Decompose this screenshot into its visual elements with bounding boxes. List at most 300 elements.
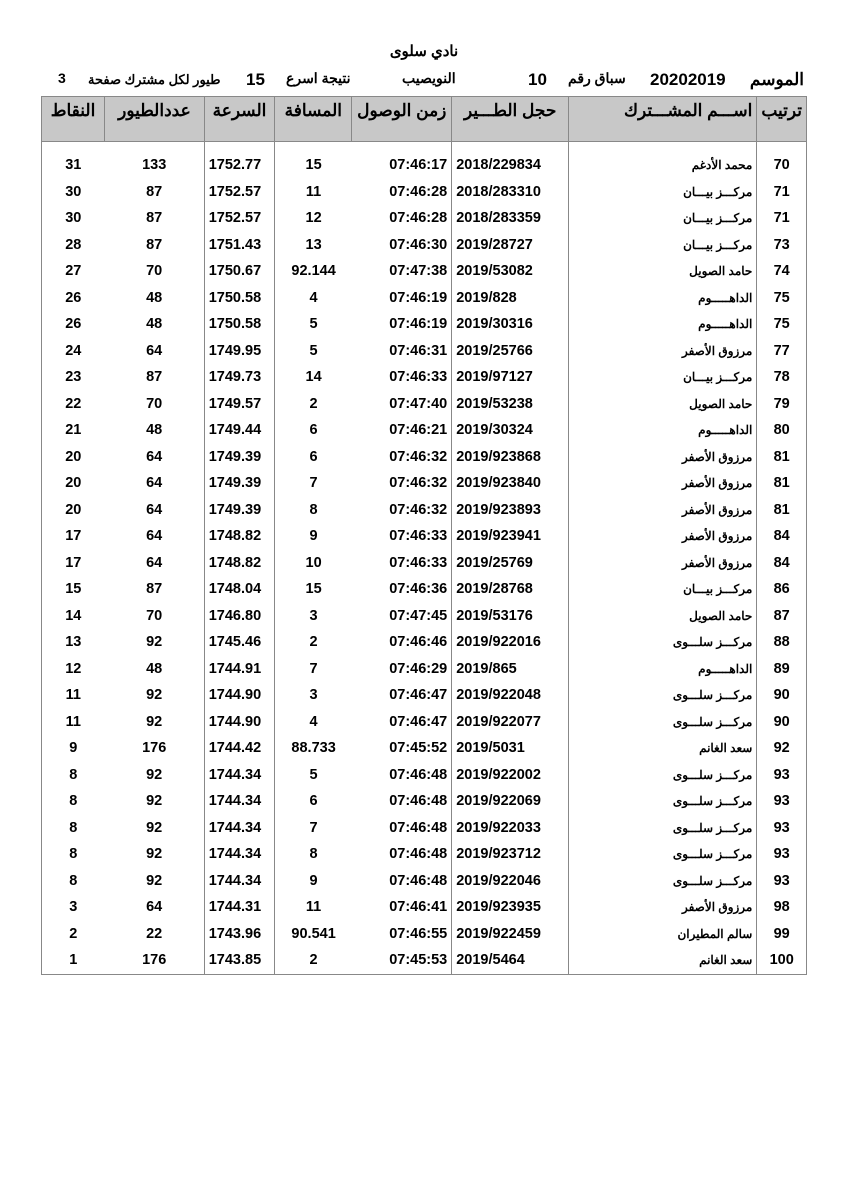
- cell-points: 1: [69, 952, 78, 969]
- cell-rank: 81: [757, 444, 807, 471]
- cell-points: 15: [65, 581, 82, 598]
- cell-rank: 80: [757, 417, 807, 444]
- cell-member: مرزوق الأصفر: [569, 550, 757, 577]
- cell-points: 30: [65, 210, 82, 227]
- cell-speed: 1749.73: [204, 364, 275, 391]
- cell-member: الداهـــــوم: [569, 285, 757, 312]
- cell-speed: 1743.85: [204, 947, 275, 974]
- cell-birds: 70: [146, 263, 163, 280]
- cell-member: الداهـــــوم: [569, 311, 757, 338]
- cell-rank: 73: [757, 232, 807, 259]
- cell-ring: 2019/97127: [452, 364, 569, 391]
- table-row: [42, 603, 807, 630]
- cell-ring: 2019/30324: [452, 417, 569, 444]
- cell-points: 13: [65, 634, 82, 651]
- cell-arrival: 07:46:48: [389, 793, 448, 810]
- table-row: [42, 444, 807, 471]
- cell-member: مركـــز بيـــان: [569, 179, 757, 206]
- cell-birds: 87: [146, 581, 163, 598]
- cell-rank: 100: [757, 947, 807, 974]
- cell-points: 9: [69, 740, 78, 757]
- race-label: سباق رقم: [568, 70, 626, 86]
- table-row: [42, 762, 807, 789]
- cell-points: 28: [65, 236, 82, 253]
- cell-arrival: 07:46:32: [389, 448, 448, 465]
- cell-member: الداهـــــوم: [569, 656, 757, 683]
- cell-arrival: 07:46:28: [389, 183, 448, 200]
- cell-points: 20: [65, 501, 82, 518]
- table-row: [42, 285, 807, 312]
- cell-member: مرزوق الأصفر: [569, 338, 757, 365]
- cell-birds: 22: [146, 925, 163, 942]
- cell-arrival: 07:46:32: [389, 501, 448, 518]
- cell-rank: 78: [757, 364, 807, 391]
- cell-member: مركـــز سلـــوى: [569, 788, 757, 815]
- cell-speed: 1749.57: [204, 391, 275, 418]
- cell-distance: 14: [305, 369, 322, 386]
- cell-distance: 15: [305, 157, 322, 174]
- cell-rank: 71: [757, 179, 807, 206]
- cell-speed: 1744.91: [204, 656, 275, 683]
- cell-ring: 2019/53082: [452, 258, 569, 285]
- cell-points: 3: [69, 899, 78, 916]
- cell-distance: 3: [309, 687, 318, 704]
- cell-distance: 6: [309, 448, 318, 465]
- cell-rank: 98: [757, 894, 807, 921]
- fastest-label: نتيجة اسرع: [286, 70, 351, 86]
- table-row: [42, 947, 807, 974]
- cell-distance: 11: [305, 899, 322, 916]
- table-row: [42, 470, 807, 497]
- cell-arrival: 07:46:21: [389, 422, 448, 439]
- cell-birds: 92: [146, 819, 163, 836]
- table-row: [42, 338, 807, 365]
- table-row: [42, 391, 807, 418]
- results-table: [41, 96, 807, 975]
- cell-distance: 88.733: [291, 740, 336, 757]
- cell-arrival: 07:46:17: [389, 157, 448, 174]
- table-row: [42, 258, 807, 285]
- cell-speed: 1744.34: [204, 788, 275, 815]
- cell-member: مركـــز سلـــوى: [569, 868, 757, 895]
- cell-birds: 70: [146, 607, 163, 624]
- cell-speed: 1750.58: [204, 285, 275, 312]
- table-row: [42, 550, 807, 577]
- cell-rank: 88: [757, 629, 807, 656]
- cell-arrival: 07:47:40: [389, 395, 448, 412]
- cell-speed: 1752.57: [204, 179, 275, 206]
- cell-points: 23: [65, 369, 82, 386]
- cell-speed: 1752.77: [204, 142, 275, 179]
- cell-ring: 2019/30316: [452, 311, 569, 338]
- cell-ring: 2018/283359: [452, 205, 569, 232]
- cell-birds: 87: [146, 210, 163, 227]
- cell-speed: 1744.42: [204, 735, 275, 762]
- cell-distance: 15: [305, 581, 322, 598]
- table-row: [42, 523, 807, 550]
- cell-arrival: 07:46:30: [389, 236, 448, 253]
- cell-arrival: 07:46:19: [389, 316, 448, 333]
- cell-points: 8: [69, 819, 78, 836]
- cell-birds: 48: [146, 316, 163, 333]
- cell-arrival: 07:46:55: [389, 925, 448, 942]
- cell-arrival: 07:46:32: [389, 475, 448, 492]
- cell-member: مرزوق الأصفر: [569, 497, 757, 524]
- cell-rank: 93: [757, 788, 807, 815]
- table-row: [42, 311, 807, 338]
- cell-arrival: 07:46:41: [389, 899, 448, 916]
- cell-birds: 92: [146, 846, 163, 863]
- cell-distance: 4: [309, 713, 318, 730]
- table-row: [42, 142, 807, 179]
- cell-arrival: 07:46:48: [389, 766, 448, 783]
- cell-distance: 11: [305, 183, 322, 200]
- cell-distance: 13: [305, 236, 322, 253]
- cell-birds: 48: [146, 289, 163, 306]
- cell-speed: 1744.31: [204, 894, 275, 921]
- results-body: [42, 142, 807, 975]
- cell-member: مركـــز سلـــوى: [569, 762, 757, 789]
- cell-distance: 6: [309, 793, 318, 810]
- cell-arrival: 07:46:47: [389, 713, 448, 730]
- cell-member: مرزوق الأصفر: [569, 444, 757, 471]
- table-row: [42, 576, 807, 603]
- cell-points: 17: [65, 554, 82, 571]
- cell-birds: 87: [146, 369, 163, 386]
- cell-points: 26: [65, 289, 82, 306]
- cell-birds: 92: [146, 713, 163, 730]
- race-name: النويصيب: [402, 70, 456, 86]
- cell-points: 21: [65, 422, 82, 439]
- table-row: [42, 364, 807, 391]
- cell-member: مرزوق الأصفر: [569, 470, 757, 497]
- cell-speed: 1750.58: [204, 311, 275, 338]
- cell-birds: 87: [146, 236, 163, 253]
- cell-ring: 2019/922048: [452, 682, 569, 709]
- cell-speed: 1744.90: [204, 709, 275, 736]
- cell-rank: 89: [757, 656, 807, 683]
- cell-arrival: 07:47:45: [389, 607, 448, 624]
- cell-distance: 6: [309, 422, 318, 439]
- cell-distance: 90.541: [291, 925, 336, 942]
- cell-distance: 7: [309, 819, 318, 836]
- cell-ring: 2018/283310: [452, 179, 569, 206]
- table-row: [42, 841, 807, 868]
- cell-speed: 1744.34: [204, 868, 275, 895]
- fastest-count: 15: [246, 70, 265, 89]
- cell-points: 27: [65, 263, 82, 280]
- cell-points: 11: [65, 713, 81, 730]
- cell-ring: 2019/923712: [452, 841, 569, 868]
- cell-distance: 5: [309, 316, 318, 333]
- table-row: [42, 894, 807, 921]
- table-row: [42, 868, 807, 895]
- cell-points: 26: [65, 316, 82, 333]
- cell-points: 31: [65, 157, 82, 174]
- cell-distance: 4: [309, 289, 318, 306]
- cell-arrival: 07:46:47: [389, 687, 448, 704]
- cell-birds: 64: [146, 475, 163, 492]
- cell-ring: 2019/922046: [452, 868, 569, 895]
- cell-birds: 64: [146, 528, 163, 545]
- cell-member: مركـــز سلـــوى: [569, 629, 757, 656]
- cell-points: 11: [65, 687, 81, 704]
- table-row: [42, 815, 807, 842]
- cell-member: سعد الغانم: [569, 947, 757, 974]
- cell-rank: 81: [757, 497, 807, 524]
- cell-arrival: 07:46:36: [389, 581, 448, 598]
- cell-rank: 87: [757, 603, 807, 630]
- cell-distance: 5: [309, 766, 318, 783]
- cell-member: محمد الأدغم: [569, 142, 757, 179]
- table-row: [42, 656, 807, 683]
- cell-points: 8: [69, 872, 78, 889]
- cell-rank: 70: [757, 142, 807, 179]
- cell-ring: 2019/25766: [452, 338, 569, 365]
- table-row: [42, 788, 807, 815]
- cell-member: مركـــز بيـــان: [569, 232, 757, 259]
- race-number: 10: [528, 70, 547, 89]
- cell-member: حامد الصويل: [569, 391, 757, 418]
- cell-points: 12: [65, 660, 82, 677]
- cell-speed: 1749.95: [204, 338, 275, 365]
- per-member-label: طيور لكل مشترك صفحة: [88, 72, 221, 87]
- cell-speed: 1749.44: [204, 417, 275, 444]
- cell-speed: 1748.82: [204, 550, 275, 577]
- cell-birds: 64: [146, 554, 163, 571]
- cell-points: 14: [65, 607, 82, 624]
- cell-rank: 79: [757, 391, 807, 418]
- cell-ring: 2019/922077: [452, 709, 569, 736]
- cell-distance: 5: [309, 342, 318, 359]
- cell-member: مركـــز بيـــان: [569, 205, 757, 232]
- cell-rank: 84: [757, 523, 807, 550]
- cell-member: سعد الغانم: [569, 735, 757, 762]
- cell-birds: 64: [146, 448, 163, 465]
- cell-arrival: 07:46:48: [389, 819, 448, 836]
- cell-rank: 77: [757, 338, 807, 365]
- cell-ring: 2019/922002: [452, 762, 569, 789]
- cell-speed: 1748.04: [204, 576, 275, 603]
- table-row: [42, 921, 807, 948]
- cell-ring: 2019/865: [452, 656, 569, 683]
- cell-rank: 75: [757, 285, 807, 312]
- cell-arrival: 07:46:19: [389, 289, 448, 306]
- cell-ring: 2019/922069: [452, 788, 569, 815]
- cell-ring: 2019/53238: [452, 391, 569, 418]
- col-rank: ترتيب: [757, 97, 807, 142]
- cell-arrival: 07:46:31: [389, 342, 448, 359]
- cell-speed: 1744.34: [204, 815, 275, 842]
- cell-birds: 92: [146, 634, 163, 651]
- cell-speed: 1750.67: [204, 258, 275, 285]
- cell-distance: 92.144: [291, 263, 336, 280]
- cell-speed: 1743.96: [204, 921, 275, 948]
- cell-birds: 64: [146, 501, 163, 518]
- cell-distance: 8: [309, 501, 318, 518]
- cell-ring: 2019/53176: [452, 603, 569, 630]
- cell-rank: 93: [757, 841, 807, 868]
- cell-arrival: 07:46:48: [389, 872, 448, 889]
- cell-rank: 86: [757, 576, 807, 603]
- cell-speed: 1752.57: [204, 205, 275, 232]
- cell-birds: 48: [146, 660, 163, 677]
- cell-distance: 10: [305, 554, 322, 571]
- cell-speed: 1749.39: [204, 444, 275, 471]
- cell-points: 24: [65, 342, 82, 359]
- season-value: 20202019: [650, 70, 726, 89]
- season-label: الموسم: [749, 70, 804, 89]
- cell-ring: 2019/28727: [452, 232, 569, 259]
- cell-points: 8: [69, 846, 78, 863]
- cell-distance: 2: [309, 634, 318, 651]
- cell-rank: 90: [757, 709, 807, 736]
- cell-member: سالم المطيران: [569, 921, 757, 948]
- cell-points: 22: [65, 395, 82, 412]
- cell-points: 8: [69, 766, 78, 783]
- cell-speed: 1749.39: [204, 497, 275, 524]
- cell-rank: 84: [757, 550, 807, 577]
- cell-birds: 176: [142, 740, 167, 757]
- cell-rank: 75: [757, 311, 807, 338]
- cell-speed: 1744.34: [204, 841, 275, 868]
- cell-birds: 48: [146, 422, 163, 439]
- cell-ring: 2019/5031: [452, 735, 569, 762]
- cell-member: حامد الصويل: [569, 603, 757, 630]
- cell-birds: 64: [146, 899, 163, 916]
- cell-arrival: 07:46:33: [389, 554, 448, 571]
- cell-distance: 3: [309, 607, 318, 624]
- cell-arrival: 07:45:52: [389, 740, 448, 757]
- cell-ring: 2019/5464: [452, 947, 569, 974]
- cell-birds: 133: [142, 157, 167, 174]
- col-arrival: زمن الوصول: [352, 97, 452, 142]
- cell-distance: 8: [309, 846, 318, 863]
- cell-distance: 7: [309, 660, 318, 677]
- col-birds: عددالطيور: [105, 97, 205, 142]
- cell-member: الداهـــــوم: [569, 417, 757, 444]
- cell-points: 20: [65, 475, 82, 492]
- cell-arrival: 07:46:28: [389, 210, 448, 227]
- cell-ring: 2018/229834: [452, 142, 569, 179]
- cell-rank: 93: [757, 762, 807, 789]
- cell-distance: 7: [309, 475, 318, 492]
- cell-rank: 93: [757, 868, 807, 895]
- cell-ring: 2019/922016: [452, 629, 569, 656]
- cell-ring: 2019/922459: [452, 921, 569, 948]
- cell-birds: 92: [146, 766, 163, 783]
- cell-arrival: 07:46:33: [389, 528, 448, 545]
- cell-arrival: 07:47:38: [389, 263, 448, 280]
- cell-arrival: 07:45:53: [389, 952, 448, 969]
- col-member: اســـم المشـــترك: [569, 97, 757, 142]
- cell-speed: 1745.46: [204, 629, 275, 656]
- cell-ring: 2019/923840: [452, 470, 569, 497]
- cell-rank: 90: [757, 682, 807, 709]
- cell-rank: 74: [757, 258, 807, 285]
- cell-speed: 1748.82: [204, 523, 275, 550]
- cell-distance: 12: [305, 210, 322, 227]
- cell-points: 2: [69, 925, 78, 942]
- cell-member: مركـــز بيـــان: [569, 364, 757, 391]
- cell-speed: 1751.43: [204, 232, 275, 259]
- cell-rank: 92: [757, 735, 807, 762]
- table-row: [42, 179, 807, 206]
- cell-rank: 93: [757, 815, 807, 842]
- table-row: [42, 629, 807, 656]
- cell-member: حامد الصويل: [569, 258, 757, 285]
- table-row: [42, 682, 807, 709]
- cell-distance: 9: [309, 872, 318, 889]
- cell-ring: 2019/923868: [452, 444, 569, 471]
- club-title: نادي سلوى: [389, 43, 459, 60]
- cell-ring: 2019/828: [452, 285, 569, 312]
- cell-distance: 2: [309, 952, 318, 969]
- cell-arrival: 07:46:33: [389, 369, 448, 386]
- cell-speed: 1746.80: [204, 603, 275, 630]
- table-row: [42, 417, 807, 444]
- cell-speed: 1744.90: [204, 682, 275, 709]
- table-row: [42, 709, 807, 736]
- cell-arrival: 07:46:48: [389, 846, 448, 863]
- cell-ring: 2019/923941: [452, 523, 569, 550]
- cell-birds: 70: [146, 395, 163, 412]
- cell-speed: 1744.34: [204, 762, 275, 789]
- cell-birds: 87: [146, 183, 163, 200]
- cell-rank: 81: [757, 470, 807, 497]
- cell-points: 8: [69, 793, 78, 810]
- col-speed: السرعة: [204, 97, 275, 142]
- cell-points: 20: [65, 448, 82, 465]
- table-row: [42, 497, 807, 524]
- col-ring: حجل الطـــير: [452, 97, 569, 142]
- header-row: [42, 97, 807, 142]
- table-row: [42, 735, 807, 762]
- cell-points: 17: [65, 528, 82, 545]
- cell-member: مركـــز سلـــوى: [569, 709, 757, 736]
- cell-distance: 2: [309, 395, 318, 412]
- cell-birds: 92: [146, 793, 163, 810]
- cell-ring: 2019/922033: [452, 815, 569, 842]
- cell-member: مركـــز سلـــوى: [569, 841, 757, 868]
- col-points: النقاط: [42, 97, 105, 142]
- cell-speed: 1749.39: [204, 470, 275, 497]
- cell-distance: 9: [309, 528, 318, 545]
- cell-member: مركـــز بيـــان: [569, 576, 757, 603]
- cell-birds: 92: [146, 687, 163, 704]
- cell-birds: 64: [146, 342, 163, 359]
- table-row: [42, 205, 807, 232]
- cell-member: مرزوق الأصفر: [569, 523, 757, 550]
- cell-arrival: 07:46:46: [389, 634, 448, 651]
- cell-birds: 176: [142, 952, 167, 969]
- page-number: 3: [58, 70, 66, 86]
- cell-ring: 2019/25769: [452, 550, 569, 577]
- cell-points: 30: [65, 183, 82, 200]
- cell-rank: 99: [757, 921, 807, 948]
- table-row: [42, 232, 807, 259]
- cell-arrival: 07:46:29: [389, 660, 448, 677]
- cell-member: مرزوق الأصفر: [569, 894, 757, 921]
- cell-member: مركـــز سلـــوى: [569, 815, 757, 842]
- cell-ring: 2019/28768: [452, 576, 569, 603]
- col-distance: المسافة: [275, 97, 352, 142]
- cell-birds: 92: [146, 872, 163, 889]
- cell-ring: 2019/923893: [452, 497, 569, 524]
- cell-rank: 71: [757, 205, 807, 232]
- cell-ring: 2019/923935: [452, 894, 569, 921]
- cell-member: مركـــز سلـــوى: [569, 682, 757, 709]
